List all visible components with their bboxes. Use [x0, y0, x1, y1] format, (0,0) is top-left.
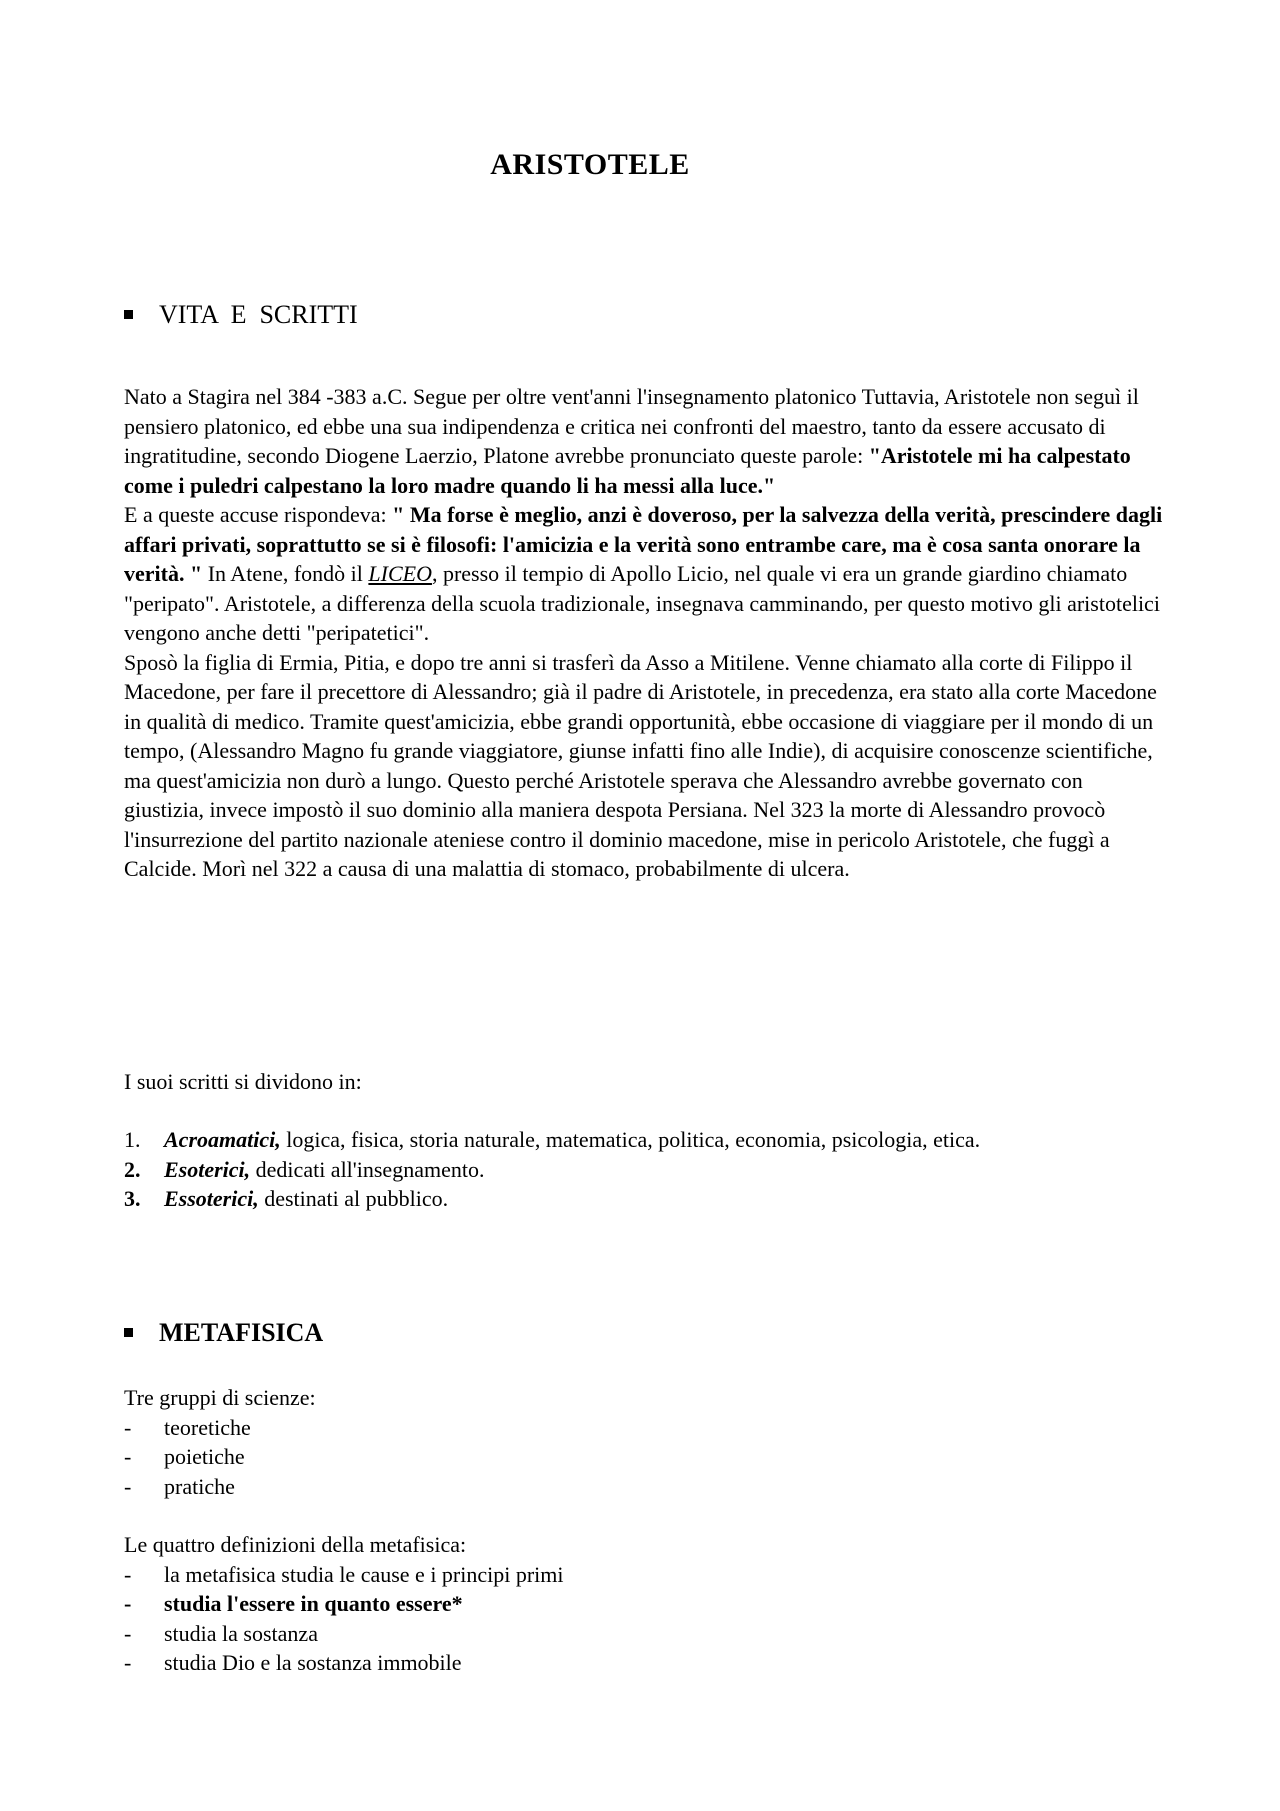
section-heading-label: VITA E SCRITTI: [159, 300, 358, 329]
paragraph-2: E a queste accuse rispondeva: " Ma forse è meglio, anzi è doveroso, per la salvezza della verità, prescindere dagli affari privati, soprattutto se si è filosofi: l'amicizia e la verità sono entrambe care, ma è cosa santa onorare la verità. " In Atene, fondò il LICEO, presso il tempio di Apollo Licio, nel quale vi era un grande giardino chiamato "peripato". Aristotele, a differenza della scuola tradizionale, insegnava camminando, per questo motivo gli aristotelici vengono anche detti "peripatetici".: [124, 502, 1163, 645]
list-item: - studia Dio e la sostanza immobile: [124, 1650, 462, 1675]
list-item: - studia l'essere in quanto essere*: [124, 1591, 463, 1616]
page-title: ARISTOTELE: [490, 148, 690, 181]
list-item: 1. Acroamatici, logica, fisica, storia naturale, matematica, politica, economia, psicologia, etica.: [124, 1127, 981, 1152]
writings-intro: I suoi scritti si dividono in:: [124, 1069, 362, 1094]
list-item: - teoretiche: [124, 1414, 251, 1440]
science-groups: [124, 1383, 1164, 1501]
list-item: 2. Esoterici, dedicati all'insegnamento.: [124, 1156, 485, 1182]
list-item: - poietiche: [124, 1444, 245, 1469]
paragraph-1: Nato a Stagira nel 384 -383 a.C. Segue per oltre vent'anni l'insegnamento platonico Tuttavia, Aristotele non seguì il pensiero platonico, ed ebbe una sua indipendenza e critica nei confronti del maestro, tanto da essere accusato di ingratitudine, secondo Diogene Laerzio, Platone avrebbe pronunciato queste parole: "Aristotele mi ha calpestato come i puledri calpestano la loro madre quando li ha messi alla luce.": [124, 384, 1139, 498]
science-groups-intro: Tre gruppi di scienze:: [124, 1385, 316, 1410]
definitions-intro: Le quattro definizioni della metafisica:: [124, 1532, 467, 1557]
metaphysics-definitions: [124, 1530, 1164, 1678]
biography-text: [124, 382, 1164, 884]
paragraph-3: Sposò la figlia di Ermia, Pitia, e dopo tre anni si trasferì da Asso a Mitilene. Venne chiamato alla corte di Filippo il Macedone, per fare il precettore di Alessandro; già il padre di Aristotele, in precedenza, era stato alla corte Macedone in qualità di medico. Tramite quest'amicizia, ebbe grandi opportunità, ebbe occasione di viaggiare per il mondo di un tempo, (Alessandro Magno fu grande viaggiatore, giunse infatti fino alle Indie), di acquisire conoscenze scientifiche, ma quest'amicizia non durò a lungo. Questo perché Aristotele sperava che Alessandro avrebbe governato con giustizia, invece impostò il suo dominio alla maniera despota Persiana. Nel 323 la morte di Alessandro provocò l'insurrezione del partito nazionale ateniese contro il dominio macedone, mise in pericolo Aristotele, che fuggì a Calcide. Morì nel 322 a causa di una malattia di stomaco, probabilmente di ulcera.: [124, 649, 1157, 881]
section-heading-label: METAFISICA: [159, 1318, 324, 1347]
liceo-term: LICEO: [368, 561, 432, 586]
writings-list: [124, 1125, 1164, 1214]
square-bullet-icon: [124, 310, 133, 319]
list-item: - studia la sostanza: [124, 1620, 318, 1646]
square-bullet-icon: [124, 1328, 133, 1337]
list-item: - pratiche: [124, 1473, 235, 1499]
aristotele-quote: " Ma forse è meglio, anzi è doveroso, per la salvezza della verità, prescindere dagli affari privati, soprattutto se si è filosofi: l'amicizia e la verità sono entrambe care, ma è cosa santa onorare la verità. ": [124, 502, 1163, 586]
list-item: - la metafisica studia le cause e i principi primi: [124, 1561, 564, 1587]
section-heading-vita: [124, 300, 358, 330]
list-item: 3. Essoterici, destinati al pubblico.: [124, 1186, 449, 1211]
section-heading-metafisica: [124, 1318, 323, 1348]
platone-quote: "Aristotele mi ha calpestato come i puledri calpestano la loro madre quando li ha messi alla luce.": [124, 443, 1131, 498]
